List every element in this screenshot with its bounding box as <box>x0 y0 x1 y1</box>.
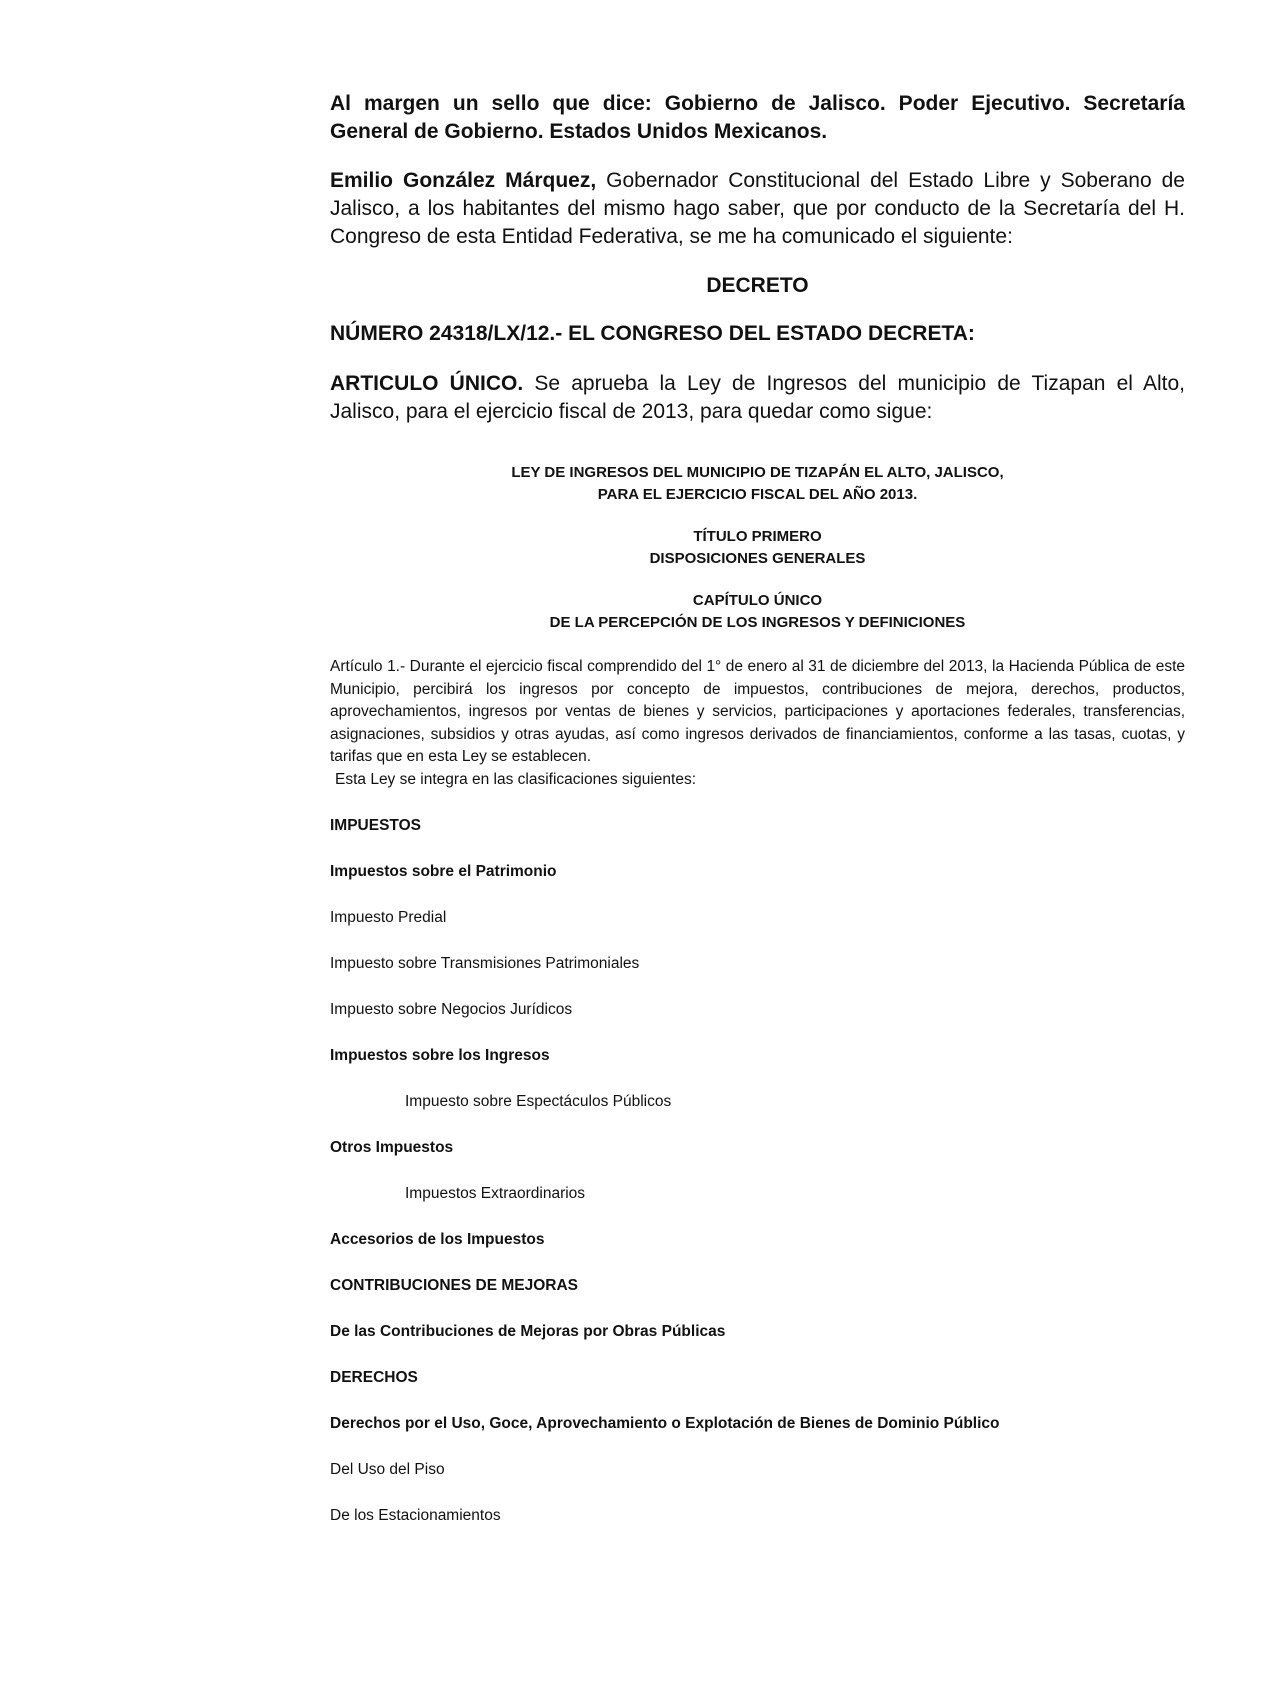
titulo-heading <box>330 526 1185 570</box>
article-1-second-line: Esta Ley se integra en las clasificaciones siguientes: <box>335 770 697 788</box>
list-item: IMPUESTOS <box>330 817 422 834</box>
list-item: Impuestos Extraordinarios <box>405 1185 586 1202</box>
titulo-line2: DISPOSICIONES GENERALES <box>649 550 866 567</box>
capitulo-heading <box>330 590 1185 634</box>
article-unico-text: Se aprueba la Ley de Ingresos del municipio de Tizapan el Alto, Jalisco, para el ejercicio fiscal de 2013, para quedar como sigue: <box>330 372 1185 423</box>
classification-list <box>330 815 1185 1551</box>
list-item: CONTRIBUCIONES DE MEJORAS <box>330 1277 579 1294</box>
list-item: Otros Impuestos <box>330 1139 454 1156</box>
article-1-text: Artículo 1.- Durante el ejercicio fiscal comprendido del 1° de enero al 31 de diciembre del 2013, la Hacienda Pública de este Municipio, percibirá los ingresos por concepto de impuestos, contribuciones de mejora, derechos, productos, aprovechamientos, ingresos por ventas de bienes y servicios, participaciones y aportaciones federales, transferencias, asignaciones, subsidios y otras ayudas, así como ingresos derivados de financiamientos, conforme a las tasas, cuotas, y tarifas que en esta Ley se establecen. <box>330 658 1185 765</box>
list-item: Impuesto sobre Espectáculos Públicos <box>405 1093 672 1110</box>
list-item: Impuesto Predial <box>330 909 447 926</box>
article-unico-label: ARTICULO ÚNICO. <box>330 372 524 395</box>
decreto-heading: DECRETO <box>706 274 809 297</box>
law-title-line2: PARA EL EJERCICIO FISCAL DEL AÑO 2013. <box>597 486 918 503</box>
law-title <box>330 462 1185 506</box>
list-item: Impuestos sobre los Ingresos <box>330 1047 550 1064</box>
list-item: Impuesto sobre Transmisiones Patrimoniales <box>330 955 640 972</box>
governor-paragraph <box>330 167 1185 251</box>
titulo-line1: TÍTULO PRIMERO <box>693 528 822 545</box>
list-item: Impuesto sobre Negocios Jurídicos <box>330 1001 573 1018</box>
governor-text: Gobernador Constitucional del Estado Libre y Soberano de Jalisco, a los habitantes del mismo hago saber, que por conducto de la Secretaría del H. Congreso de esta Entidad Federativa, se me ha comunicado el siguiente: <box>330 169 1185 248</box>
seal-paragraph: Al margen un sello que dice: Gobierno de Jalisco. Poder Ejecutivo. Secretaría General de Gobierno. Estados Unidos Mexicanos. <box>330 92 1185 143</box>
list-item: De las Contribuciones de Mejoras por Obras Públicas <box>330 1323 726 1340</box>
article-unico-paragraph <box>330 370 1185 426</box>
list-item: DERECHOS <box>330 1369 418 1386</box>
list-item: Impuestos sobre el Patrimonio <box>330 863 557 880</box>
decreto-number: NÚMERO 24318/LX/12.- EL CONGRESO DEL ESTADO DECRETA: <box>330 322 975 345</box>
law-title-line1: LEY DE INGRESOS DEL MUNICIPIO DE TIZAPÁN EL ALTO, JALISCO, <box>511 464 1004 481</box>
capitulo-line1: CAPÍTULO ÚNICO <box>692 592 823 609</box>
list-item: Derechos por el Uso, Goce, Aprovechamiento o Explotación de Bienes de Dominio Público <box>330 1415 1000 1432</box>
list-item: De los Estacionamientos <box>330 1507 501 1524</box>
governor-name: Emilio González Márquez, <box>330 169 597 192</box>
document-page <box>330 90 1185 1551</box>
list-item: Accesorios de los Impuestos <box>330 1231 545 1248</box>
capitulo-line2: DE LA PERCEPCIÓN DE LOS INGRESOS Y DEFINICIONES <box>549 614 966 631</box>
list-item: Del Uso del Piso <box>330 1461 445 1478</box>
